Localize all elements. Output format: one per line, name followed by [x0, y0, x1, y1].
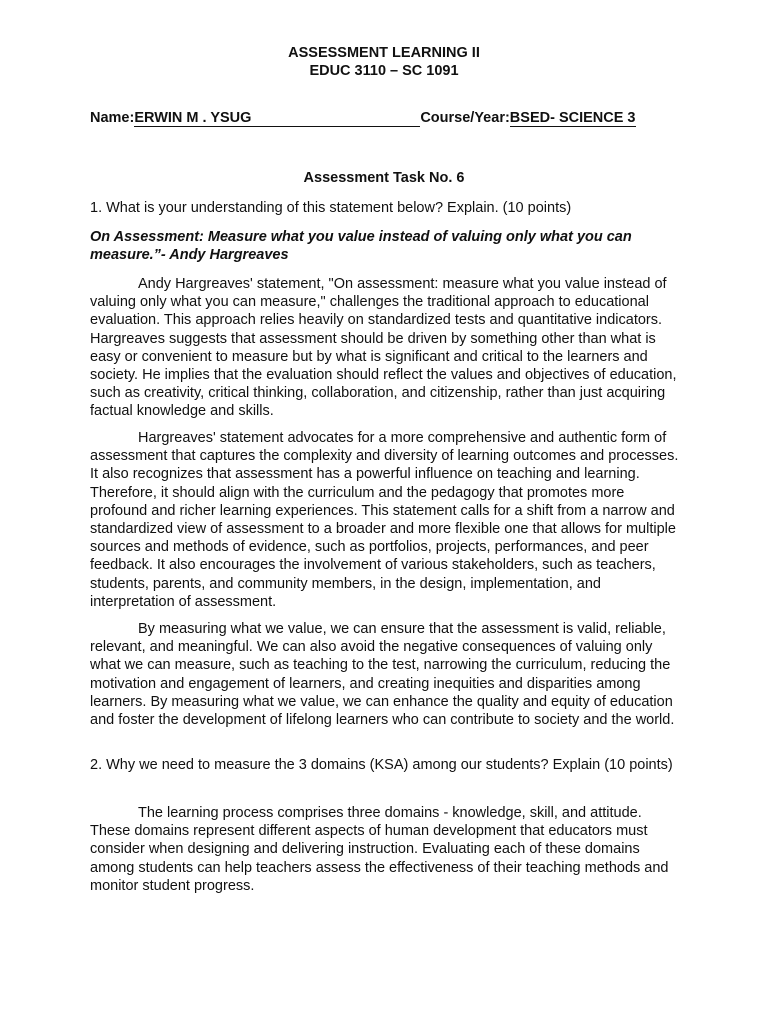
- name-value: ERWIN M . YSUG: [134, 110, 420, 127]
- document-header: [0, 44, 768, 80]
- q1-paragraph-2: Hargreaves' statement advocates for a more comprehensive and authentic form of assessment that captures the complexity and diversity of learning outcomes and processes. It also recognizes that assessment has a powerful influence on teaching and learning. Therefore, it should align with the curriculum and the pedagogy that promotes more profound and richer learning experiences. This statement calls for a shift from a narrow and standardized view of assessment to a broader and more flexible one that allows for multiple sources and methods of evidence, such as portfolios, projects, performances, and peer feedback. It also encourages the involvement of various stakeholders, such as teachers, students, parents, and community members, in the design, implementation, and interpretation of assessment.: [90, 430, 679, 610]
- q1-paragraph-3: By measuring what we value, we can ensure that the assessment is valid, reliable, relevant, and meaningful. We can also avoid the negative consequences of valuing only what we can measure, such as teaching to the test, narrowing the curriculum, reducing the motivation and engagement of learners, and creating inequities and disparities among learners. By measuring what we value, we can enhance the quality and equity of education and foster the development of lifelong learners who can contribute to society and the world.: [90, 621, 675, 729]
- q1-paragraph-1: Andy Hargreaves' statement, "On assessment: measure what you value instead of valuing only what you can measure," challenges the traditional approach to educational evaluation. This approach relies heavily on standardized tests and quantitative indicators. Hargreaves suggests that assessment should be driven by something other than what is easy or convenient to measure but by what is significant and critical to the learners and society. He implies that the evaluation should reflect the values and objectives of education, such as creativity, critical thinking, collaboration, and citizenship, rather than just acquiring factual knowledge and skills.: [90, 276, 677, 420]
- course-code: EDUC 3110 – SC 1091: [309, 63, 459, 79]
- q2-paragraph-1: The learning process comprises three domains - knowledge, skill, and attitude. These domains represent different aspects of human development that educators must consider when designing and delivering instruction. Evaluating each of these domains among students can help teachers assess the effectiveness of their teaching methods and monitor student progress.: [90, 805, 669, 894]
- question-1: 1. What is your understanding of this statement below? Explain. (10 points): [90, 200, 572, 216]
- name-label: Name:: [90, 110, 135, 126]
- question-2: 2. Why we need to measure the 3 domains (KSA) among our students? Explain (10 points): [90, 757, 673, 773]
- course-label: Course/Year:: [420, 110, 510, 126]
- quote-statement: On Assessment: Measure what you value instead of valuing only what you can measure.”- Andy Hargreaves: [90, 229, 632, 264]
- task-title: Assessment Task No. 6: [303, 170, 465, 186]
- document-title: ASSESSMENT LEARNING II: [288, 45, 480, 61]
- course-value: BSED- SCIENCE 3: [509, 110, 636, 126]
- student-info-row: [90, 109, 690, 127]
